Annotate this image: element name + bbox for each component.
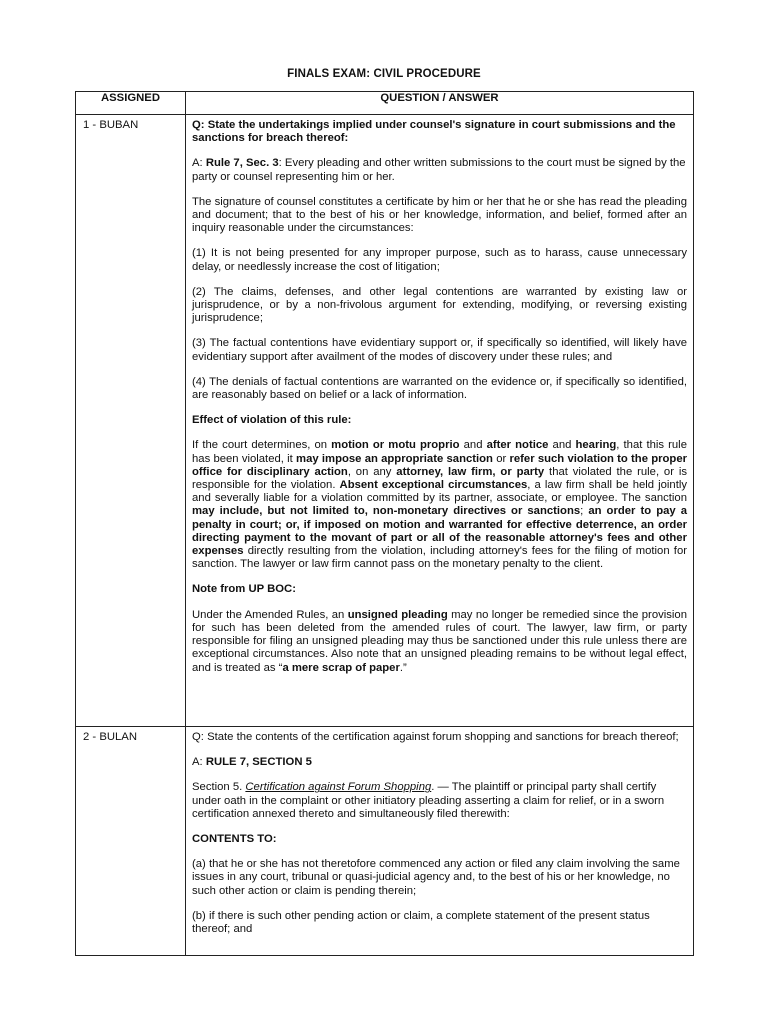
question-text: Q: State the contents of the certification against forum shopping and sanctions for breach thereof; (192, 731, 679, 743)
list-item: (b) if there is such other pending action or claim, a complete statement of the present status thereof; and (192, 909, 650, 936)
answer-intro (192, 756, 687, 769)
qa-table (75, 91, 694, 956)
list-item: (1) It is not being presented for any improper purpose, such as to harass, cause unnecessary delay, or needlessly increase the cost of litigation; (192, 247, 687, 273)
list-item: (4) The denials of factual contentions are warranted on the evidence or, if specifically so identified, are reasonably based on belief or a lack of information. (192, 375, 687, 402)
answer-text: : Every pleading and other written submissions to the court must be signed by the party or counsel representing him or her. (192, 157, 686, 183)
answer-rule: Rule 7, Sec. 3 (205, 157, 279, 170)
assigned-cell: 2 - BULAN (76, 727, 186, 956)
signature-paragraph: The signature of counsel constitutes a certificate by him or her that he or she has read the pleading and document; that to the best of his or her knowledge, information, and belief, formed after an inquiry reasonable under the circumstances: (192, 195, 687, 235)
header-question-answer: QUESTION / ANSWER (186, 92, 694, 115)
table-row (76, 115, 694, 727)
answer-prefix: A: (192, 756, 206, 769)
answer-cell (186, 727, 694, 956)
section-paragraph: Section 5. Certification against Forum Shopping. — The plaintiff or principal party shall certify under oath in the complaint or other initiatory pleading asserting a claim for relief, or in a sworn certification annexed thereto and simultaneously filed therewith: (192, 781, 665, 820)
assigned-cell: 1 - BUBAN (76, 115, 186, 727)
contents-heading: CONTENTS TO: (192, 833, 277, 846)
list-item: (a) that he or she has not theretofore commenced any action or filed any claim involving the same issues in any court, tribunal or quasi-judicial agency and, to the best of his or her knowledge, no such other action or claim is pending therein; (192, 858, 680, 897)
effect-paragraph: If the court determines, on motion or motu proprio and after notice and hearing, that this rule has been violated, it may impose an appropriate sanction or refer such violation to the proper office for disciplinary action, on any attorney, law firm, or party that violated the rule, or is responsible for the violation. Absent exceptional circumstances, a law firm shall be held jointly and severally liable for a violation committed by its partner, associate, or employee. The sanction may include, but not limited to, non-monetary directives or sanctions; an order to pay a penalty in court; or, if imposed on motion and warranted for effective deterrence, an order directing payment to the movant of part or all of the reasonable attorney's fees and other expenses directly resulting from the violation, including attorney's fees for the filing of motion for sanction. The lawyer or law firm cannot pass on the monetary penalty to the client. (192, 439, 688, 571)
note-paragraph: Under the Amended Rules, an unsigned pleading may no longer be remedied since the provision for such has been deleted from the amended rules of court. The lawyer, law firm, or party responsible for filing an unsigned pleading may thus be sanctioned under this rule unless there are exceptional circumstances. Also note that an unsigned pleading remains to be without legal effect, and is treated as “a mere scrap of paper.” (192, 608, 687, 674)
list-item: (3) The factual contentions have evidentiary support or, if specifically so identified, will likely have evidentiary support after availment of the modes of discovery under these rules; and (192, 337, 687, 363)
table-row (76, 727, 694, 956)
section-title: Certification against Forum Shopping (245, 781, 432, 794)
answer-intro (192, 157, 687, 183)
note-heading: Note from UP BOC: (192, 583, 296, 596)
header-assigned: ASSIGNED (76, 92, 186, 115)
question-text: Q: State the undertakings implied under counsel's signature in court submissions and the sanctions for breach thereof: (192, 119, 676, 145)
list-item: (2) The claims, defenses, and other legal contentions are warranted by existing law or jurisprudence, or by a non-frivolous argument for extending, modifying, or reversing existing jurisprudence; (192, 285, 687, 325)
table-header-row (76, 92, 694, 115)
answer-rule: RULE 7, SECTION 5 (205, 756, 312, 769)
answer-prefix: A: (192, 157, 206, 170)
effect-heading: Effect of violation of this rule: (192, 414, 352, 427)
document-title: FINALS EXAM: CIVIL PROCEDURE (287, 68, 481, 80)
answer-cell (186, 115, 694, 727)
